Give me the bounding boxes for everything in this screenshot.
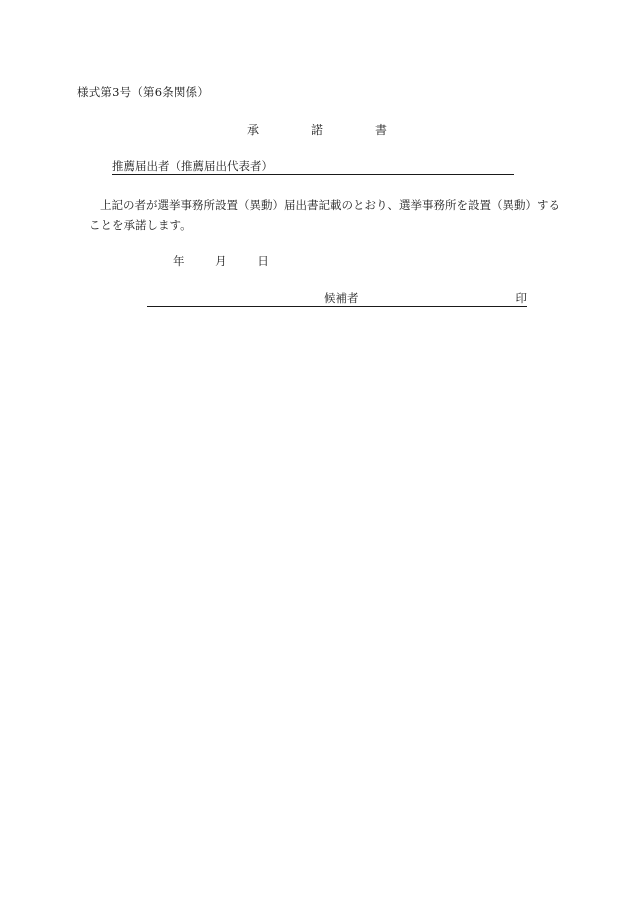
consent-statement-line-2: ことを承諾します。 (89, 218, 192, 232)
recommender-label: 推薦届出者（推薦届出代表者） (112, 159, 273, 173)
document-title (247, 121, 387, 138)
title-char-2: 諾 (310, 123, 323, 137)
date-day-label: 日 (257, 254, 269, 268)
candidate-signature-line (147, 290, 527, 307)
seal-label: 印 (515, 291, 527, 305)
date-row (173, 253, 296, 269)
form-number: 様式第3号（第6条関係） (77, 85, 210, 99)
consent-statement (77, 195, 560, 235)
title-char-1: 承 (247, 123, 260, 137)
consent-statement-line-1: 上記の者が選挙事務所設置（異動）届出書記載のとおり、選挙事務所を設置（異動）する (100, 198, 560, 212)
date-year-label: 年 (173, 254, 185, 268)
date-month-label: 月 (215, 254, 227, 268)
recommender-signature-line (112, 158, 514, 175)
title-char-3: 書 (374, 123, 387, 137)
candidate-label: 候補者 (324, 291, 359, 305)
